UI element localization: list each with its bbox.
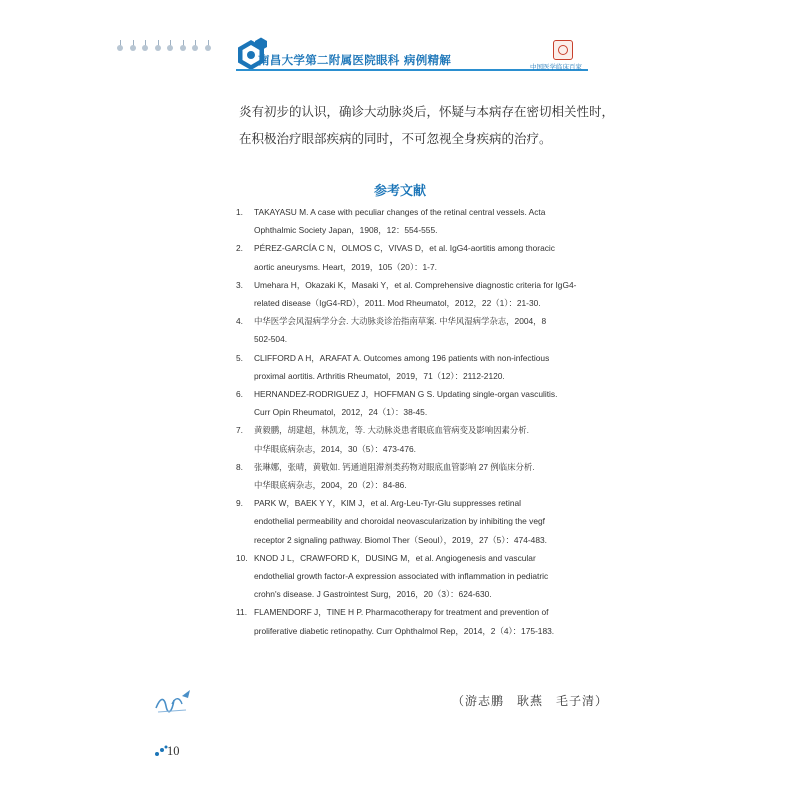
reference-text-line: proliferative diabetic retinopathy. Curr Ophthalmol Rep，2014，2（4）：175-183. bbox=[254, 625, 555, 636]
references-title: 参考文献 bbox=[373, 184, 426, 199]
header-dot bbox=[154, 40, 167, 54]
reference-text-line: 502-504. bbox=[254, 334, 288, 345]
reference-text-line: endothelial permeability and choroidal neovascularization by inhibiting the vegf bbox=[254, 516, 545, 527]
reference-number: 11. bbox=[236, 607, 248, 618]
reference-text-line: 黄毅鹏，胡建超，林凯龙，等. 大动脉炎患者眼底血管病变及影响因素分析. bbox=[254, 425, 529, 436]
reference-text-line: CLIFFORD A H，ARAFAT A. Outcomes among 196 patients with non-infectious bbox=[254, 352, 550, 363]
header-dot bbox=[179, 40, 192, 54]
reference-text-line: Ophthalmic Society Japan，1908，12：554-555. bbox=[254, 225, 438, 236]
reference-text-line: aortic aneurysms. Heart，2019，105（20）：1-7. bbox=[254, 261, 437, 272]
reference-item bbox=[234, 239, 600, 275]
reference-number: 2. bbox=[236, 243, 243, 254]
reference-text-line: FLAMENDORF J，TINE H P. Pharmacotherapy for treatment and prevention of bbox=[254, 607, 549, 618]
reference-number: 9. bbox=[236, 498, 243, 509]
reference-text-line: 中华眼底病杂志，2014，30（5）：473-476. bbox=[254, 443, 416, 454]
reference-item bbox=[234, 312, 600, 348]
reference-item bbox=[234, 276, 600, 312]
reference-text-line: TAKAYASU M. A case with peculiar changes of the retinal central vessels. Acta bbox=[254, 207, 546, 217]
reference-number: 10. bbox=[236, 552, 248, 563]
reference-text-line: 张琳娜，张晴，黄敬如. 钙通道阻滞剂类药物对眼底血管影响 27 例临床分析. bbox=[254, 461, 535, 472]
reference-number: 6. bbox=[236, 389, 243, 400]
reference-item bbox=[234, 203, 600, 239]
reference-text-line: related disease（IgG4-RD），2011. Mod Rheumatol，2012，22（1）：21-30. bbox=[254, 298, 541, 309]
header-dot bbox=[141, 40, 154, 54]
page-number: 10 bbox=[167, 744, 180, 758]
reference-item bbox=[234, 458, 600, 494]
series-label: 中国医学临床百家 bbox=[530, 63, 582, 71]
page-ornament-icon bbox=[154, 745, 168, 757]
header-dot bbox=[204, 40, 217, 54]
header-dot bbox=[166, 40, 179, 54]
reference-text-line: PARK W，BAEK Y Y，KIM J，et al. Arg-Leu-Tyr-Glu suppresses retinal bbox=[254, 498, 522, 509]
reference-item bbox=[234, 349, 600, 385]
header-title: 南昌大学第二附属医院眼科 病例精解 bbox=[258, 53, 452, 67]
seal-icon bbox=[553, 40, 573, 60]
header-dot bbox=[191, 40, 204, 54]
reference-number: 3. bbox=[236, 279, 243, 290]
reference-text-line: PÉREZ-GARCÍA C N，OLMOS C，VIVAS D，et al. IgG4-aortitis among thoracic bbox=[254, 243, 555, 254]
author-credit: （游志鹏 耿燕 毛子清） bbox=[452, 694, 609, 708]
header-dots-icon bbox=[116, 40, 216, 54]
reference-number: 8. bbox=[236, 461, 243, 472]
calligraphy-logo-icon bbox=[152, 686, 194, 716]
reference-text-line: HERNANDEZ-RODRIGUEZ J，HOFFMAN G S. Updating single-organ vasculitis. bbox=[254, 389, 558, 400]
reference-text-line: 中华眼底病杂志，2004，20（2）：84-86. bbox=[254, 480, 407, 491]
reference-text-line: endothelial growth factor-A expression associated with inflammation in pediatric bbox=[254, 571, 549, 582]
reference-text-line: crohn's disease. J Gastrointest Surg，2016，20（3）：624-630. bbox=[254, 589, 492, 600]
reference-item bbox=[234, 421, 600, 457]
reference-number: 7. bbox=[236, 425, 243, 436]
header-dot bbox=[116, 40, 129, 54]
body-text-line: 炎有初步的认识，确诊大动脉炎后，怀疑与本病存在密切相关性时， bbox=[239, 104, 615, 119]
reference-number: 5. bbox=[236, 352, 243, 363]
reference-text-line: KNOD J L，CRAWFORD K，DUSING M，et al. Angiogenesis and vascular bbox=[254, 552, 536, 563]
reference-text-line: Curr Opin Rheumatol，2012，24（1）：38-45. bbox=[254, 407, 428, 418]
reference-number: 1. bbox=[236, 207, 243, 217]
reference-item bbox=[234, 603, 600, 639]
references-list bbox=[234, 203, 600, 640]
reference-text-line: 中华医学会风湿病学分会. 大动脉炎诊治指南草案. 中华风湿病学杂志，2004，8 bbox=[254, 316, 547, 327]
body-text-line: 在积极治疗眼部疾病的同时，不可忽视全身疾病的治疗。 bbox=[239, 131, 552, 146]
reference-item bbox=[234, 549, 600, 604]
reference-text-line: proximal aortitis. Arthritis Rheumatol，2019，71（12）：2112-2120. bbox=[254, 370, 505, 381]
reference-text-line: receptor 2 signaling pathway. Biomol Ther（Seoul），2019，27（5）：474-483. bbox=[254, 534, 547, 545]
reference-text-line: Umehara H，Okazaki K，Masaki Y，et al. Comprehensive diagnostic criteria for IgG4- bbox=[254, 279, 577, 290]
reference-number: 4. bbox=[236, 316, 243, 327]
header-dot bbox=[129, 40, 142, 54]
reference-item bbox=[234, 385, 600, 421]
hexagon-accent-icon bbox=[254, 37, 268, 51]
reference-item bbox=[234, 494, 600, 549]
